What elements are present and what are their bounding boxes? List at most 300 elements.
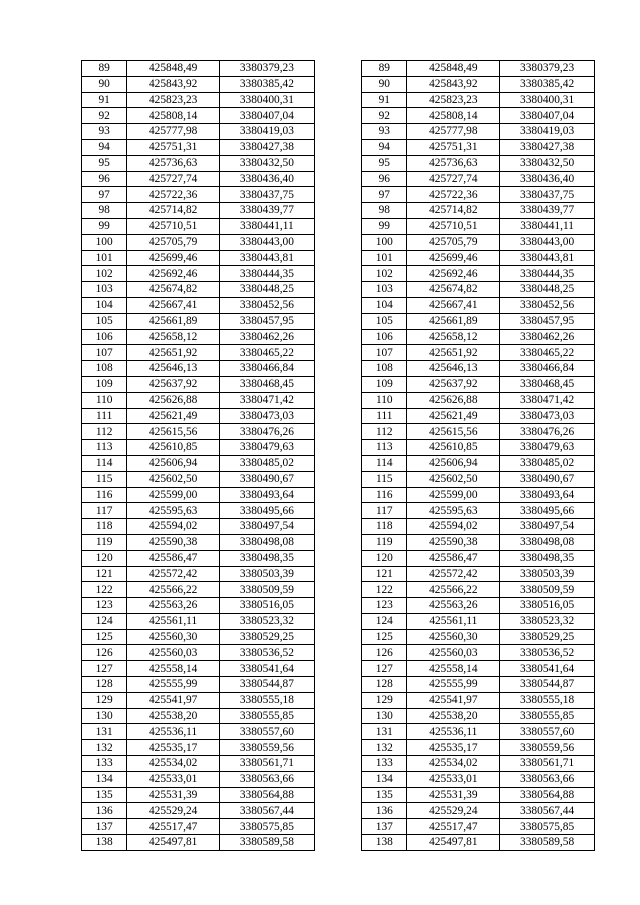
column-gap — [314, 471, 361, 487]
right-y-coordinate-cell: 3380448,25 — [500, 282, 595, 298]
left-point-number-cell: 114 — [82, 455, 127, 471]
column-gap — [314, 61, 361, 77]
column-gap — [314, 234, 361, 250]
right-x-coordinate-cell: 425561,11 — [407, 613, 500, 629]
right-point-number-cell: 124 — [362, 613, 407, 629]
right-x-coordinate-cell: 425560,03 — [407, 645, 500, 661]
left-x-coordinate-cell: 425714,82 — [127, 203, 220, 219]
left-point-number-cell: 98 — [82, 203, 127, 219]
right-point-number-cell: 134 — [362, 771, 407, 787]
column-gap — [314, 155, 361, 171]
left-point-number-cell: 101 — [82, 250, 127, 266]
left-y-coordinate-cell: 3380567,44 — [220, 803, 315, 819]
column-gap — [314, 361, 361, 377]
left-x-coordinate-cell: 425599,00 — [127, 487, 220, 503]
right-y-coordinate-cell: 3380555,85 — [500, 708, 595, 724]
right-y-coordinate-cell: 3380471,42 — [500, 392, 595, 408]
left-y-coordinate-cell: 3380439,77 — [220, 203, 315, 219]
right-point-number-cell: 125 — [362, 629, 407, 645]
coordinates-table — [81, 60, 595, 851]
left-point-number-cell: 131 — [82, 724, 127, 740]
right-x-coordinate-cell: 425705,79 — [407, 234, 500, 250]
column-gap — [314, 534, 361, 550]
right-x-coordinate-cell: 425517,47 — [407, 819, 500, 835]
column-gap — [314, 92, 361, 108]
right-x-coordinate-cell: 425621,49 — [407, 408, 500, 424]
right-point-number-cell: 127 — [362, 661, 407, 677]
left-point-number-cell: 91 — [82, 92, 127, 108]
left-x-coordinate-cell: 425590,38 — [127, 534, 220, 550]
right-y-coordinate-cell: 3380557,60 — [500, 724, 595, 740]
table-row — [82, 724, 595, 740]
table-row — [82, 376, 595, 392]
right-y-coordinate-cell: 3380385,42 — [500, 76, 595, 92]
left-y-coordinate-cell: 3380544,87 — [220, 677, 315, 693]
left-y-coordinate-cell: 3380385,42 — [220, 76, 315, 92]
column-gap — [314, 408, 361, 424]
left-x-coordinate-cell: 425736,63 — [127, 155, 220, 171]
column-gap — [314, 266, 361, 282]
table-row — [82, 440, 595, 456]
left-y-coordinate-cell: 3380436,40 — [220, 171, 315, 187]
right-point-number-cell: 114 — [362, 455, 407, 471]
column-gap — [314, 708, 361, 724]
right-x-coordinate-cell: 425560,30 — [407, 629, 500, 645]
right-x-coordinate-cell: 425534,02 — [407, 756, 500, 772]
left-y-coordinate-cell: 3380400,31 — [220, 92, 315, 108]
left-x-coordinate-cell: 425843,92 — [127, 76, 220, 92]
table-row — [82, 139, 595, 155]
table-row — [82, 598, 595, 614]
table-row — [82, 708, 595, 724]
left-x-coordinate-cell: 425651,92 — [127, 345, 220, 361]
right-x-coordinate-cell: 425590,38 — [407, 534, 500, 550]
right-y-coordinate-cell: 3380541,64 — [500, 661, 595, 677]
column-gap — [314, 835, 361, 851]
table-row — [82, 282, 595, 298]
left-point-number-cell: 112 — [82, 424, 127, 440]
left-x-coordinate-cell: 425566,22 — [127, 582, 220, 598]
left-y-coordinate-cell: 3380443,00 — [220, 234, 315, 250]
right-point-number-cell: 101 — [362, 250, 407, 266]
right-y-coordinate-cell: 3380427,38 — [500, 139, 595, 155]
right-y-coordinate-cell: 3380407,04 — [500, 108, 595, 124]
left-x-coordinate-cell: 425558,14 — [127, 661, 220, 677]
column-gap — [314, 440, 361, 456]
table-row — [82, 345, 595, 361]
table-row — [82, 408, 595, 424]
right-y-coordinate-cell: 3380443,81 — [500, 250, 595, 266]
right-point-number-cell: 120 — [362, 550, 407, 566]
table-row — [82, 582, 595, 598]
left-x-coordinate-cell: 425823,23 — [127, 92, 220, 108]
left-point-number-cell: 137 — [82, 819, 127, 835]
right-point-number-cell: 102 — [362, 266, 407, 282]
right-y-coordinate-cell: 3380536,52 — [500, 645, 595, 661]
table-row — [82, 455, 595, 471]
column-gap — [314, 313, 361, 329]
column-gap — [314, 771, 361, 787]
right-y-coordinate-cell: 3380567,44 — [500, 803, 595, 819]
column-gap — [314, 661, 361, 677]
left-y-coordinate-cell: 3380493,64 — [220, 487, 315, 503]
left-point-number-cell: 104 — [82, 297, 127, 313]
left-y-coordinate-cell: 3380490,67 — [220, 471, 315, 487]
column-gap — [314, 455, 361, 471]
column-gap — [314, 787, 361, 803]
table-row — [82, 629, 595, 645]
left-y-coordinate-cell: 3380561,71 — [220, 756, 315, 772]
left-x-coordinate-cell: 425610,85 — [127, 440, 220, 456]
column-gap — [314, 76, 361, 92]
table-row — [82, 550, 595, 566]
right-x-coordinate-cell: 425602,50 — [407, 471, 500, 487]
right-x-coordinate-cell: 425535,17 — [407, 740, 500, 756]
right-point-number-cell: 117 — [362, 503, 407, 519]
right-y-coordinate-cell: 3380443,00 — [500, 234, 595, 250]
table-row — [82, 803, 595, 819]
right-point-number-cell: 131 — [362, 724, 407, 740]
right-x-coordinate-cell: 425558,14 — [407, 661, 500, 677]
right-y-coordinate-cell: 3380575,85 — [500, 819, 595, 835]
left-point-number-cell: 122 — [82, 582, 127, 598]
left-x-coordinate-cell: 425777,98 — [127, 124, 220, 140]
left-point-number-cell: 105 — [82, 313, 127, 329]
left-y-coordinate-cell: 3380485,02 — [220, 455, 315, 471]
left-x-coordinate-cell: 425534,02 — [127, 756, 220, 772]
left-point-number-cell: 103 — [82, 282, 127, 298]
right-point-number-cell: 115 — [362, 471, 407, 487]
right-point-number-cell: 96 — [362, 171, 407, 187]
right-x-coordinate-cell: 425555,99 — [407, 677, 500, 693]
right-x-coordinate-cell: 425538,20 — [407, 708, 500, 724]
left-point-number-cell: 100 — [82, 234, 127, 250]
table-row — [82, 613, 595, 629]
right-x-coordinate-cell: 425651,92 — [407, 345, 500, 361]
right-point-number-cell: 128 — [362, 677, 407, 693]
right-y-coordinate-cell: 3380473,03 — [500, 408, 595, 424]
right-point-number-cell: 108 — [362, 361, 407, 377]
left-y-coordinate-cell: 3380407,04 — [220, 108, 315, 124]
right-y-coordinate-cell: 3380439,77 — [500, 203, 595, 219]
table-row — [82, 835, 595, 851]
left-x-coordinate-cell: 425692,46 — [127, 266, 220, 282]
column-gap — [314, 297, 361, 313]
column-gap — [314, 629, 361, 645]
left-point-number-cell: 135 — [82, 787, 127, 803]
right-point-number-cell: 135 — [362, 787, 407, 803]
right-y-coordinate-cell: 3380498,35 — [500, 550, 595, 566]
right-y-coordinate-cell: 3380564,88 — [500, 787, 595, 803]
right-y-coordinate-cell: 3380544,87 — [500, 677, 595, 693]
right-y-coordinate-cell: 3380485,02 — [500, 455, 595, 471]
right-x-coordinate-cell: 425606,94 — [407, 455, 500, 471]
right-point-number-cell: 100 — [362, 234, 407, 250]
column-gap — [314, 250, 361, 266]
left-point-number-cell: 120 — [82, 550, 127, 566]
right-point-number-cell: 122 — [362, 582, 407, 598]
left-point-number-cell: 109 — [82, 376, 127, 392]
table-row — [82, 76, 595, 92]
right-x-coordinate-cell: 425736,63 — [407, 155, 500, 171]
table-row — [82, 787, 595, 803]
left-point-number-cell: 96 — [82, 171, 127, 187]
left-x-coordinate-cell: 425555,99 — [127, 677, 220, 693]
left-point-number-cell: 107 — [82, 345, 127, 361]
column-gap — [314, 740, 361, 756]
right-point-number-cell: 103 — [362, 282, 407, 298]
right-point-number-cell: 119 — [362, 534, 407, 550]
left-point-number-cell: 92 — [82, 108, 127, 124]
right-x-coordinate-cell: 425777,98 — [407, 124, 500, 140]
left-point-number-cell: 123 — [82, 598, 127, 614]
left-point-number-cell: 115 — [82, 471, 127, 487]
left-x-coordinate-cell: 425536,11 — [127, 724, 220, 740]
left-y-coordinate-cell: 3380448,25 — [220, 282, 315, 298]
right-point-number-cell: 118 — [362, 519, 407, 535]
left-point-number-cell: 108 — [82, 361, 127, 377]
table-row — [82, 645, 595, 661]
coordinates-table-body — [82, 61, 595, 851]
left-y-coordinate-cell: 3380462,26 — [220, 329, 315, 345]
left-y-coordinate-cell: 3380564,88 — [220, 787, 315, 803]
right-point-number-cell: 136 — [362, 803, 407, 819]
right-point-number-cell: 107 — [362, 345, 407, 361]
left-y-coordinate-cell: 3380441,11 — [220, 218, 315, 234]
left-x-coordinate-cell: 425606,94 — [127, 455, 220, 471]
right-point-number-cell: 94 — [362, 139, 407, 155]
right-x-coordinate-cell: 425610,85 — [407, 440, 500, 456]
left-x-coordinate-cell: 425560,03 — [127, 645, 220, 661]
column-gap — [314, 187, 361, 203]
left-point-number-cell: 117 — [82, 503, 127, 519]
left-y-coordinate-cell: 3380503,39 — [220, 566, 315, 582]
left-y-coordinate-cell: 3380471,42 — [220, 392, 315, 408]
right-x-coordinate-cell: 425843,92 — [407, 76, 500, 92]
right-point-number-cell: 90 — [362, 76, 407, 92]
right-x-coordinate-cell: 425661,89 — [407, 313, 500, 329]
left-y-coordinate-cell: 3380427,38 — [220, 139, 315, 155]
left-y-coordinate-cell: 3380557,60 — [220, 724, 315, 740]
right-x-coordinate-cell: 425674,82 — [407, 282, 500, 298]
right-x-coordinate-cell: 425566,22 — [407, 582, 500, 598]
right-point-number-cell: 89 — [362, 61, 407, 77]
left-point-number-cell: 129 — [82, 692, 127, 708]
left-x-coordinate-cell: 425497,81 — [127, 835, 220, 851]
left-point-number-cell: 111 — [82, 408, 127, 424]
left-y-coordinate-cell: 3380536,52 — [220, 645, 315, 661]
right-point-number-cell: 116 — [362, 487, 407, 503]
left-y-coordinate-cell: 3380419,03 — [220, 124, 315, 140]
right-x-coordinate-cell: 425594,02 — [407, 519, 500, 535]
right-point-number-cell: 126 — [362, 645, 407, 661]
left-x-coordinate-cell: 425667,41 — [127, 297, 220, 313]
right-y-coordinate-cell: 3380529,25 — [500, 629, 595, 645]
left-y-coordinate-cell: 3380497,54 — [220, 519, 315, 535]
column-gap — [314, 424, 361, 440]
column-gap — [314, 566, 361, 582]
table-row — [82, 313, 595, 329]
left-point-number-cell: 121 — [82, 566, 127, 582]
left-y-coordinate-cell: 3380457,95 — [220, 313, 315, 329]
left-x-coordinate-cell: 425710,51 — [127, 218, 220, 234]
table-row — [82, 424, 595, 440]
left-y-coordinate-cell: 3380498,35 — [220, 550, 315, 566]
right-point-number-cell: 93 — [362, 124, 407, 140]
table-row — [82, 471, 595, 487]
left-point-number-cell: 132 — [82, 740, 127, 756]
column-gap — [314, 487, 361, 503]
left-x-coordinate-cell: 425572,42 — [127, 566, 220, 582]
right-point-number-cell: 123 — [362, 598, 407, 614]
column-gap — [314, 677, 361, 693]
column-gap — [314, 376, 361, 392]
table-row — [82, 487, 595, 503]
left-y-coordinate-cell: 3380465,22 — [220, 345, 315, 361]
table-row — [82, 534, 595, 550]
left-x-coordinate-cell: 425595,63 — [127, 503, 220, 519]
right-x-coordinate-cell: 425529,24 — [407, 803, 500, 819]
table-row — [82, 61, 595, 77]
right-y-coordinate-cell: 3380400,31 — [500, 92, 595, 108]
left-point-number-cell: 97 — [82, 187, 127, 203]
right-point-number-cell: 132 — [362, 740, 407, 756]
left-point-number-cell: 138 — [82, 835, 127, 851]
left-y-coordinate-cell: 3380498,08 — [220, 534, 315, 550]
right-x-coordinate-cell: 425563,26 — [407, 598, 500, 614]
right-x-coordinate-cell: 425586,47 — [407, 550, 500, 566]
right-y-coordinate-cell: 3380509,59 — [500, 582, 595, 598]
right-y-coordinate-cell: 3380379,23 — [500, 61, 595, 77]
left-y-coordinate-cell: 3380516,05 — [220, 598, 315, 614]
right-y-coordinate-cell: 3380452,56 — [500, 297, 595, 313]
right-x-coordinate-cell: 425714,82 — [407, 203, 500, 219]
left-point-number-cell: 89 — [82, 61, 127, 77]
left-x-coordinate-cell: 425848,49 — [127, 61, 220, 77]
left-x-coordinate-cell: 425621,49 — [127, 408, 220, 424]
right-point-number-cell: 129 — [362, 692, 407, 708]
right-y-coordinate-cell: 3380457,95 — [500, 313, 595, 329]
left-y-coordinate-cell: 3380555,85 — [220, 708, 315, 724]
table-row — [82, 203, 595, 219]
left-x-coordinate-cell: 425705,79 — [127, 234, 220, 250]
right-y-coordinate-cell: 3380561,71 — [500, 756, 595, 772]
left-y-coordinate-cell: 3380555,18 — [220, 692, 315, 708]
right-y-coordinate-cell: 3380479,63 — [500, 440, 595, 456]
right-x-coordinate-cell: 425710,51 — [407, 218, 500, 234]
table-row — [82, 266, 595, 282]
right-y-coordinate-cell: 3380436,40 — [500, 171, 595, 187]
left-x-coordinate-cell: 425661,89 — [127, 313, 220, 329]
table-row — [82, 519, 595, 535]
right-x-coordinate-cell: 425727,74 — [407, 171, 500, 187]
column-gap — [314, 139, 361, 155]
left-y-coordinate-cell: 3380589,58 — [220, 835, 315, 851]
left-y-coordinate-cell: 3380432,50 — [220, 155, 315, 171]
right-point-number-cell: 113 — [362, 440, 407, 456]
table-row — [82, 692, 595, 708]
right-y-coordinate-cell: 3380503,39 — [500, 566, 595, 582]
right-y-coordinate-cell: 3380419,03 — [500, 124, 595, 140]
left-point-number-cell: 106 — [82, 329, 127, 345]
left-y-coordinate-cell: 3380575,85 — [220, 819, 315, 835]
right-x-coordinate-cell: 425541,97 — [407, 692, 500, 708]
table-row — [82, 740, 595, 756]
column-gap — [314, 819, 361, 835]
left-x-coordinate-cell: 425637,92 — [127, 376, 220, 392]
left-point-number-cell: 130 — [82, 708, 127, 724]
right-x-coordinate-cell: 425699,46 — [407, 250, 500, 266]
left-point-number-cell: 116 — [82, 487, 127, 503]
right-point-number-cell: 104 — [362, 297, 407, 313]
table-row — [82, 819, 595, 835]
table-row — [82, 218, 595, 234]
right-x-coordinate-cell: 425808,14 — [407, 108, 500, 124]
column-gap — [314, 218, 361, 234]
left-point-number-cell: 136 — [82, 803, 127, 819]
column-gap — [314, 692, 361, 708]
left-point-number-cell: 124 — [82, 613, 127, 629]
right-x-coordinate-cell: 425751,31 — [407, 139, 500, 155]
right-x-coordinate-cell: 425658,12 — [407, 329, 500, 345]
right-point-number-cell: 91 — [362, 92, 407, 108]
right-point-number-cell: 99 — [362, 218, 407, 234]
column-gap — [314, 724, 361, 740]
left-point-number-cell: 134 — [82, 771, 127, 787]
left-x-coordinate-cell: 425658,12 — [127, 329, 220, 345]
left-point-number-cell: 128 — [82, 677, 127, 693]
left-x-coordinate-cell: 425541,97 — [127, 692, 220, 708]
left-point-number-cell: 102 — [82, 266, 127, 282]
left-y-coordinate-cell: 3380529,25 — [220, 629, 315, 645]
column-gap — [314, 503, 361, 519]
column-gap — [314, 756, 361, 772]
table-row — [82, 92, 595, 108]
left-x-coordinate-cell: 425586,47 — [127, 550, 220, 566]
right-x-coordinate-cell: 425599,00 — [407, 487, 500, 503]
right-x-coordinate-cell: 425637,92 — [407, 376, 500, 392]
column-gap — [314, 203, 361, 219]
column-gap — [314, 645, 361, 661]
left-x-coordinate-cell: 425535,17 — [127, 740, 220, 756]
right-y-coordinate-cell: 3380490,67 — [500, 471, 595, 487]
left-point-number-cell: 110 — [82, 392, 127, 408]
column-gap — [314, 329, 361, 345]
right-point-number-cell: 110 — [362, 392, 407, 408]
right-y-coordinate-cell: 3380563,66 — [500, 771, 595, 787]
left-point-number-cell: 126 — [82, 645, 127, 661]
left-x-coordinate-cell: 425615,56 — [127, 424, 220, 440]
table-row — [82, 155, 595, 171]
right-point-number-cell: 109 — [362, 376, 407, 392]
right-x-coordinate-cell: 425595,63 — [407, 503, 500, 519]
left-y-coordinate-cell: 3380437,75 — [220, 187, 315, 203]
left-y-coordinate-cell: 3380479,63 — [220, 440, 315, 456]
left-x-coordinate-cell: 425674,82 — [127, 282, 220, 298]
table-row — [82, 297, 595, 313]
left-x-coordinate-cell: 425626,88 — [127, 392, 220, 408]
right-point-number-cell: 138 — [362, 835, 407, 851]
right-y-coordinate-cell: 3380465,22 — [500, 345, 595, 361]
column-gap — [314, 392, 361, 408]
right-x-coordinate-cell: 425823,23 — [407, 92, 500, 108]
left-point-number-cell: 94 — [82, 139, 127, 155]
right-point-number-cell: 92 — [362, 108, 407, 124]
left-point-number-cell: 93 — [82, 124, 127, 140]
table-row — [82, 566, 595, 582]
right-x-coordinate-cell: 425667,41 — [407, 297, 500, 313]
left-x-coordinate-cell: 425602,50 — [127, 471, 220, 487]
